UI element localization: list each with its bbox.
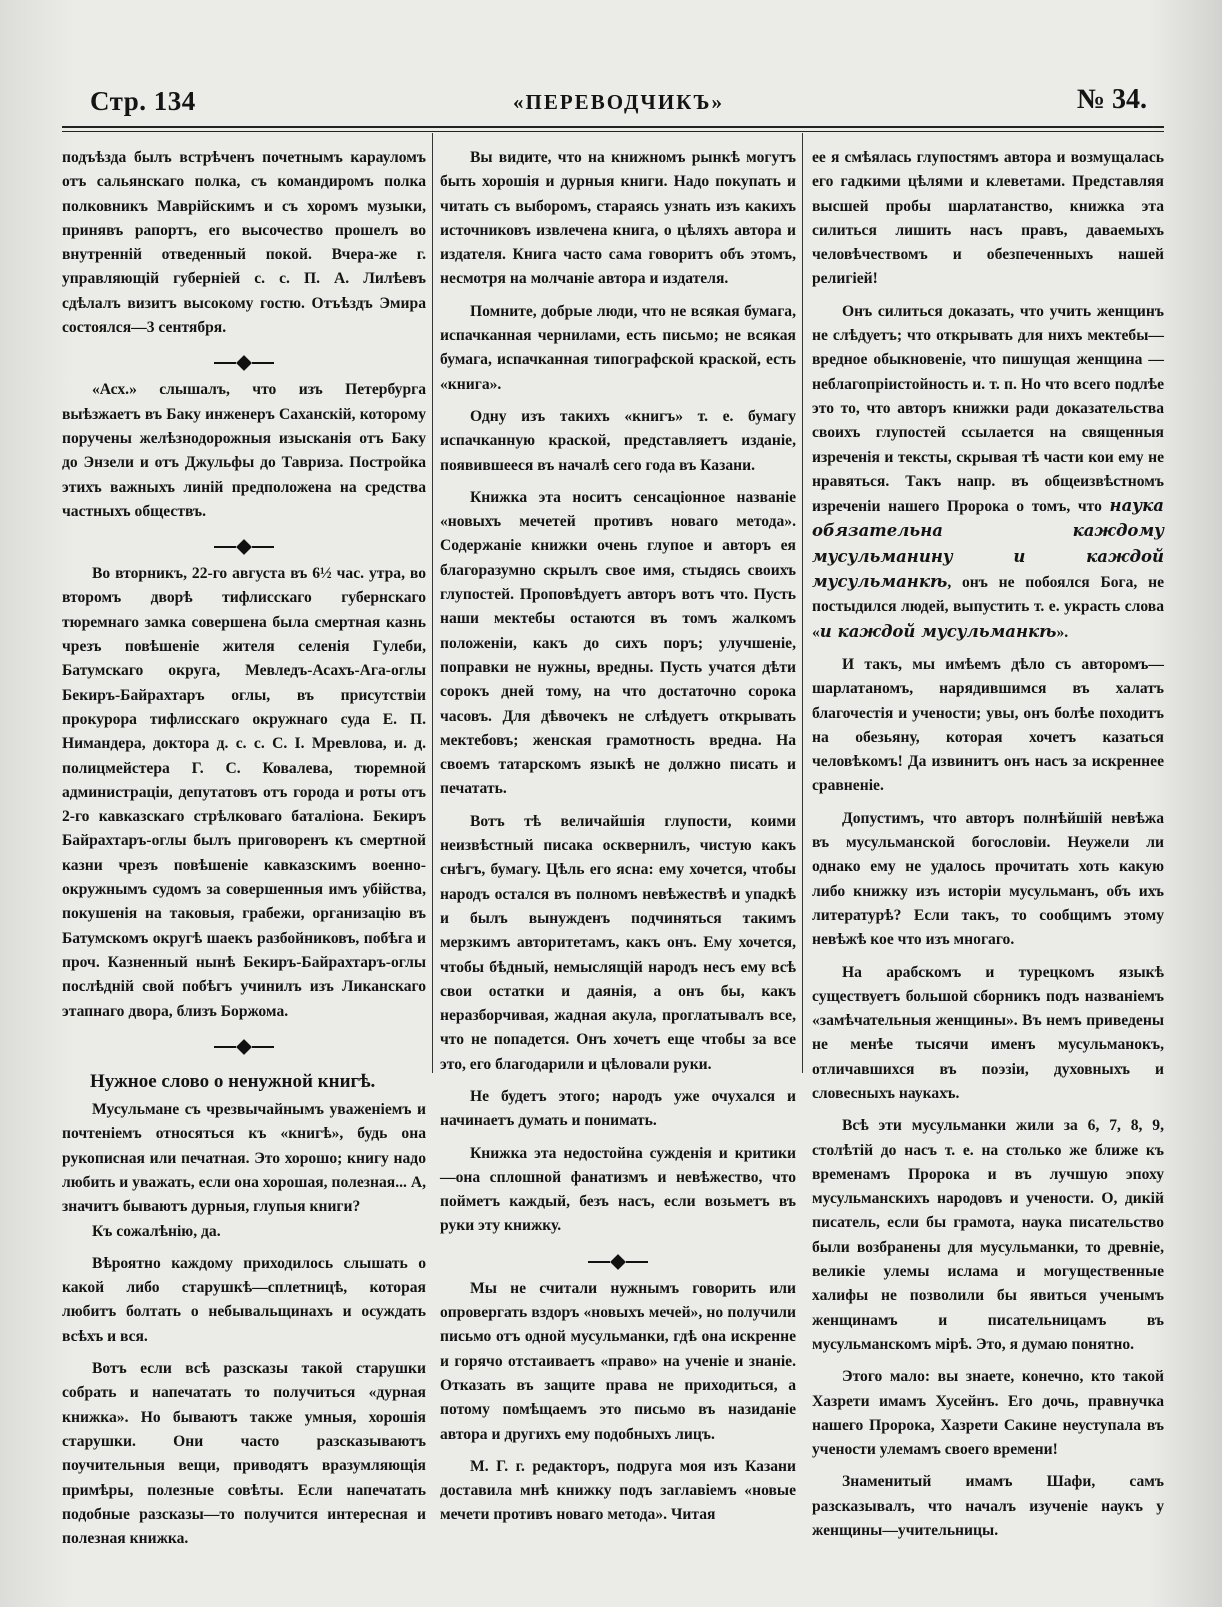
italic-quote: наука обязательна каждому мусульманину и каждой мусульманкѣ [812, 496, 1164, 592]
header-rule [62, 126, 1164, 128]
text-run: , онъ не побоялся Бога, не постыдился людей, выпустить т. е. украсть слова « [812, 574, 1164, 641]
ornament-divider [62, 532, 426, 562]
column-rule [432, 133, 433, 1073]
paragraph: ее я смѣялась глупостямъ автора и возмущалась его гадкими цѣлями и клеветами. Представляя высшей пробы шарлатанство, книжка эта силиться лишить насъ правъ, даваемыхъ человѣчествомъ и обезпеченныхъ нашей религіей! [812, 149, 1164, 288]
paragraph: Къ сожалѣнію, да. [92, 1222, 221, 1240]
paragraph: подъѣзда былъ встрѣченъ почетнымъ карауломъ отъ сальянскаго полка, съ командиромъ полка полковникъ Маврійскимъ и съ хоромъ музыки, принявъ рапортъ, его высочество прошелъ во внутренній отведенный покой. Вчера-же г. управляющій губерніей с. с. П. А. Лилѣевъ сдѣлалъ визитъ высокому гостю. Отъѣздъ Эмира состоялся—3 сентября. [62, 149, 426, 337]
paragraph: М. Г. г. редакторъ, подруга моя изъ Казани доставила мнѣ книжку подъ заглавіемъ «новые мечети противъ новаго метода». Читая [440, 1457, 796, 1524]
paragraph: Вы видите, что на книжномъ рынкѣ могутъ быть хорошія и дурныя книги. Надо покупать и читать съ выборомъ, стараясь узнать изъ какихъ источниковъ извлечена книга, о цѣляхъ автора и издателя. Книга часто сама говоритъ объ этомъ, несмотря на молчаніе автора и издателя. [440, 149, 796, 288]
paragraph: Вотъ если всѣ разсказы такой старушки собрать и напечатать то получиться «дурная книжка». Но бываютъ также умныя, хорошія старушки. Они часто разсказываютъ поучительныя вещи, приводятъ вразумляющія примѣры, полезные совѣты. Если напечатать подобные разсказы—то получится интересная и полезная книжка. [62, 1360, 426, 1548]
paragraph: Допустимъ, что авторъ полнѣйшій невѣжа въ мусульманской богословіи. Неужели ли однако ему не удалось прочитать хоть какую либо книжку изъ исторіи мусульманъ, объ ихъ литературѣ? Если такъ, то сообщимъ этому невѣжѣ кое что изъ многаго. [812, 809, 1164, 949]
column-3 [812, 146, 1164, 1551]
paragraph: Одну изъ такихъ «книгъ» т. е. бумагу испачканную краской, представляетъ изданіе, появившееся въ началѣ сего года въ Казани. [440, 407, 796, 474]
paragraph: И такъ, мы имѣемъ дѣло съ авторомъ—шарлатаномъ, нарядившимся въ халатъ благочестія и учености; увы, онъ болѣе походитъ на обезьяну, которая хочетъ казаться человѣкомъ! Да извинитъ онъ насъ за искреннее сравненіе. [812, 655, 1164, 795]
text-run: Онъ силиться доказать, что учить женщинъ не слѣдуетъ; что открывать для нихъ мектебы—вредное обыкновеніе, что пишущая женщина — неблагопріистойность и. т. п. Но что всего подлѣе это то, что авторъ книжки ради доказательства своихъ глупостей ссылается на священныя изреченія и тексты, скрывая тѣ части кои ему не нравяться. Такъ напр. въ общеизвѣстномъ изреченіи нашего Пророка о томъ, что [812, 302, 1164, 516]
paragraph: Мы не считали нужнымъ говорить или опровергать вздоръ «новыхъ мечей», но получили письмо отъ одной мусульманки, гдѣ она искренне и горячо отстаиваетъ «право» на ученіе и знаніе. Отказать въ защите права не приходиться, а потому помѣщаемъ это письмо въ назиданіе автора и другихъ ему подобныхъ лицъ. [440, 1279, 796, 1443]
header-rule-thin [62, 131, 1164, 132]
paragraph: Книжка эта носитъ сенсаціонное названіе «новыхъ мечетей противъ новаго метода». Содержаніе книжки очень глупое и авторъ ея благоразумно скрылъ свое имя, стыдясь своихъ глупостей. Проповѣдуетъ авторъ вотъ что. Пусть наши мектебы остаются въ томъ жалкомъ положеніи, какъ до сихъ поръ; улучшеніе, поправки не нужны, вредны. Пусть учатся дѣти сорокъ дней тому, на что достаточно сорока часовъ. Для дѣвочекъ не слѣдуетъ открывать мектебовъ; женская грамотность вредна. На своемъ татарскомъ языкѣ не должно писать и печатать. [440, 488, 796, 798]
paragraph: Книжка эта недостойна сужденія и критики—она сплошной фанатизмъ и невѣжество, что пойметъ каждый, безъ насъ, если возьметъ въ руки эту книжку. [440, 1144, 796, 1235]
diamond-ornament-icon [236, 355, 252, 371]
ornament-divider [62, 1032, 426, 1062]
page-number: Стр. 134 [90, 86, 196, 116]
paragraph: Вотъ тѣ величайшія глупости, коими неизвѣстный писака осквернилъ, чистую какъ снѣгъ, бумагу. Цѣль его ясна: ему хочется, чтобы народъ остался въ полномъ невѣжествѣ и упадкѣ и былъ вынужденъ подчиняться такимъ мерзкимъ авторитетамъ, какъ онъ. Ему хочется, чтобы бѣдный, немыслящій народъ несъ ему всѣ свои остатки и даянія, а онъ бы, какъ неразборчивая, жадная акула, проглатывалъ все, что не попадется. Онъ хочетъ еще чтобы за все это, его благодарили и цѣловали руки. [440, 812, 796, 1073]
text-run: ». [1056, 623, 1069, 641]
paragraph: Не будетъ этого; народъ уже очухался и начинаетъ думать и понимать. [440, 1087, 796, 1130]
paragraph: Помните, добрые люди, что не всякая бумага, испачканная чернилами, есть письмо; не всякая бумага, испачканная типографской краской, есть «книга». [440, 302, 796, 393]
paragraph: «Асх.» слышалъ, что изъ Петербурга выѣзжаетъ въ Баку инженеръ Саханскій, которому поручены желѣзнодорожныя изысканія отъ Баку до Энзели и отъ Джульфы до Тавриза. Постройка этихъ важныхъ линій предположена на средства частныхъ обществъ. [62, 381, 426, 520]
ornament-divider [62, 348, 426, 378]
paragraph [812, 300, 1164, 645]
article-heading: Нужное слово о ненужной книгѣ. [90, 1070, 376, 1092]
paragraph: Знаменитый имамъ Шафи, самъ разсказывалъ, что началъ изученіе наукъ у женщины—учительницы. [812, 1473, 1164, 1540]
paragraph: Всѣ эти мусульманки жили за 6, 7, 8, 9, столѣтій до насъ т. е. на столько же ближе къ временамъ Пророка и въ лучшую эпоху мусульманскихъ народовъ и учености. О, дикій писатель, если бы грамота, наука писательство были возбранены для мусульманки, то древніе, великіе улемы ислама и могущественные халифы не позволили бы явиться ученымъ женщинамъ и писательницамъ въ мусульманскомъ мірѣ. Это, я думаю понятно. [812, 1117, 1164, 1353]
diamond-ornament-icon [236, 1039, 252, 1055]
paragraph: Вѣроятно каждому приходилось слышать о какой либо старушкѣ—сплетницѣ, которая любитъ болтать о небывальщинахъ и осуждать всѣхъ и вся. [62, 1254, 426, 1345]
issue-number: № 34. [1076, 84, 1147, 115]
italic-quote: и каждой мусульманкѣ [819, 621, 1057, 641]
paragraph: На арабскомъ и турецкомъ языкѣ существуетъ большой сборникъ подъ названіемъ «замѣчательныя женщины». Въ немъ приведены не менѣе тысячи именъ мусульманокъ, отличавшихся въ поэзіи, духовныхъ и словесныхъ наукахъ. [812, 963, 1164, 1102]
column-1 [62, 146, 426, 1559]
column-rule [802, 133, 803, 1073]
ornament-divider [440, 1247, 796, 1277]
diamond-ornament-icon [236, 539, 252, 555]
paragraph: Во вторникъ, 22-го августа въ 6½ час. утра, во второмъ дворѣ тифлисскаго губернскаго тюремнаго замка совершена была смертная казнь чрезъ повѣшеніе жителя селенія Гулеби, Батумскаго округа, Мевледъ-Асахъ-Ага-оглы Бекиръ-Байрахтаръ оглы, въ присутствіи прокурора тифлисскаго окружнаго суда Е. П. Нимандера, доктора д. с. с. С. І. Мревлова, и. д. полицмейстера Г. С. Ковалева, тюремной администраціи, депутатовъ отъ города и роты отъ 2-го кавказскаго стрѣлковаго баталіона. Бекиръ Байрахтаръ-оглы былъ приговоренъ къ смертной казни чрезъ повѣшеніе кавказскимъ военно-окружнымъ судомъ за совершенныя имъ убійства, покушенія на таковыя, грабежи, организацію въ Батумскомъ округѣ шаекъ разбойниковъ, побѣга и проч. Казненный нынѣ Бекиръ-Байрахтаръ-оглы послѣдній свой побѣгъ учинилъ изъ Ликанскаго этапнаго двора, близъ Боржома. [62, 565, 426, 1020]
page-header [90, 82, 1147, 122]
paragraph: Этого мало: вы знаете, конечно, кто такой Хазрети имамъ Хусейнъ. Его дочь, правнучка нашего Пророка, Хазрети Сакине неуступала въ учености улемамъ своего времени! [812, 1368, 1164, 1459]
masthead-title: «ПЕРЕВОДЧИКЪ» [513, 90, 724, 114]
diamond-ornament-icon [610, 1254, 626, 1270]
column-2 [440, 146, 796, 1536]
paragraph: Мусульмане съ чрезвычайнымъ уваженіемъ и почтеніемъ относяться къ «книгѣ», будь она рукописная или печатная. Это хорошо; книгу надо любить и уважать, если она хорошая, полезная... А, значитъ бываютъ дурныя, глупыя книги? [62, 1101, 426, 1216]
